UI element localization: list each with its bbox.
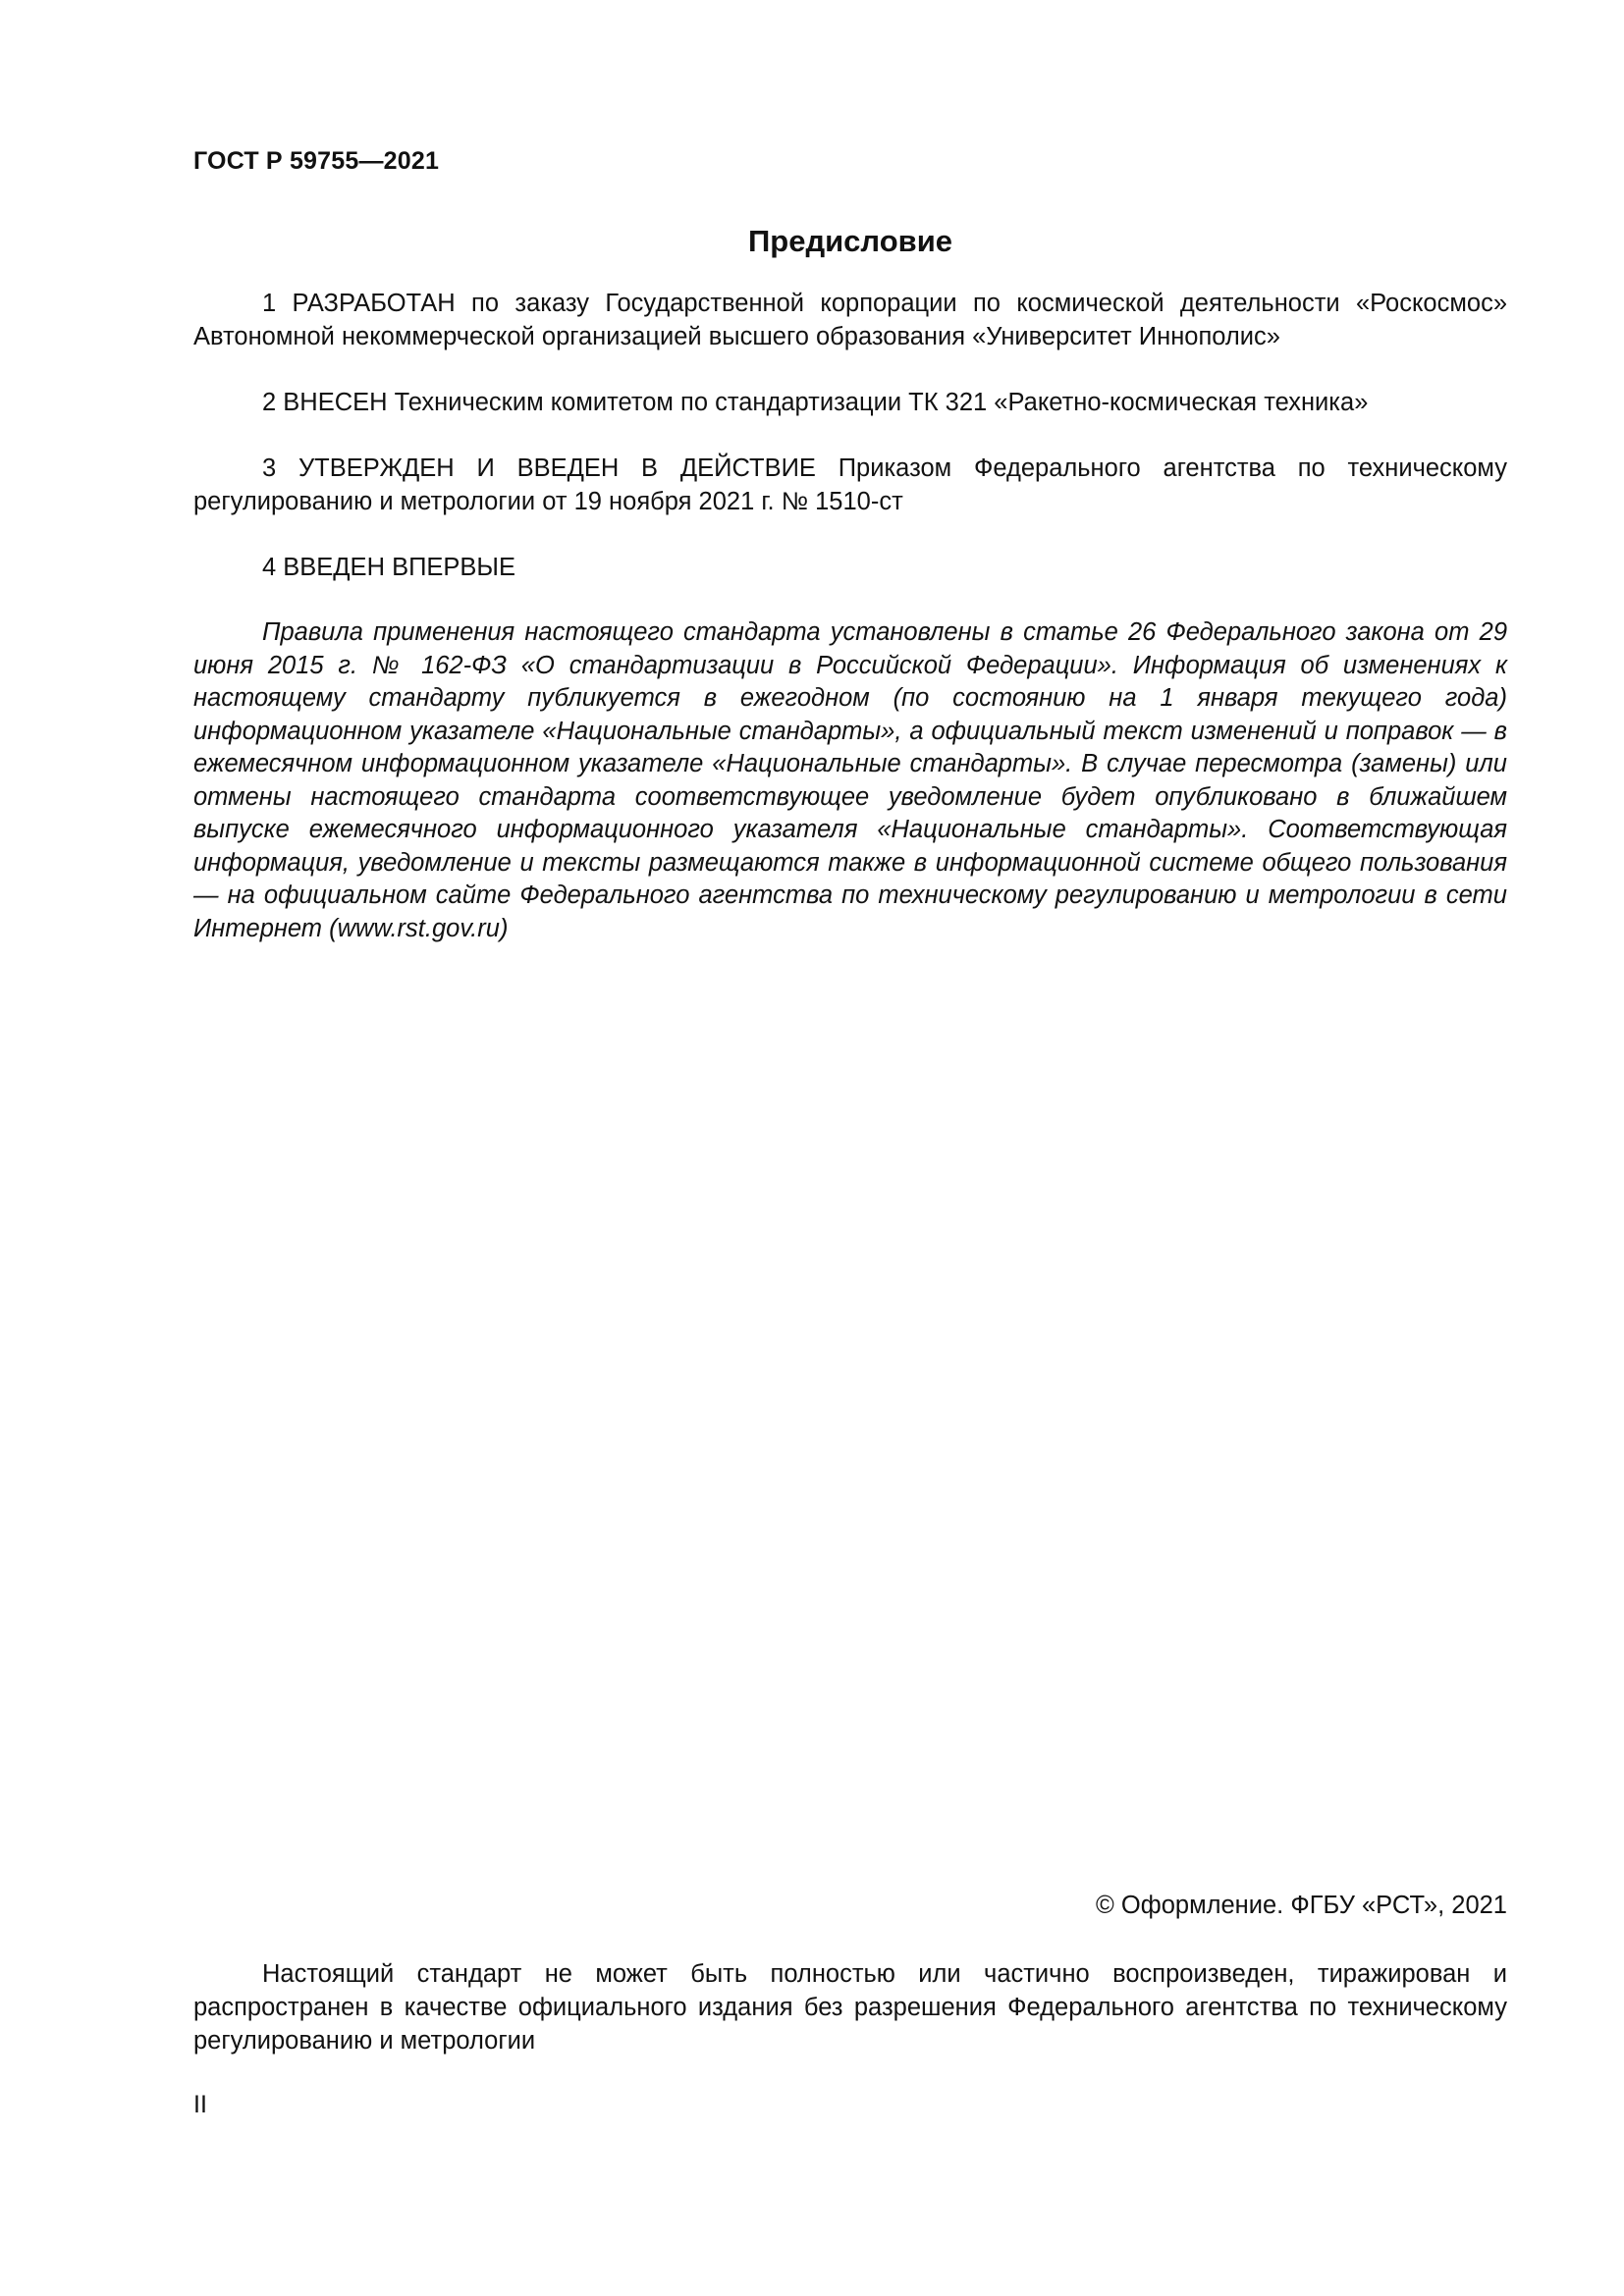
foreword-paragraph-developed: 1 РАЗРАБОТАН по заказу Государственной корпорации по космической деятельности «Роскосмос» Автономной некоммерческой организацией высшего образования «Университет Иннополис» (193, 290, 1507, 350)
foreword-paragraph-introduced: 4 ВВЕДЕН ВПЕРВЫЕ (262, 554, 516, 581)
foreword-paragraph-approved: 3 УТВЕРЖДЕН И ВВЕДЕН В ДЕЙСТВИЕ Приказом Федерального агентства по техническому регулированию и метрологии от 19 ноября 2021 г. № 1510-ст (193, 454, 1507, 515)
reproduction-notice: Настоящий стандарт не может быть полностью или частично воспроизведен, тиражирован и распространен в качестве официального издания без разрешения Федерального агентства по техническому регулированию и метрологии (193, 1960, 1507, 2055)
foreword-title: Предисловие (747, 224, 952, 258)
document-code: ГОСТ Р 59755—2021 (193, 147, 440, 175)
copyright-line: © Оформление. ФГБУ «РСТ», 2021 (1096, 1892, 1507, 1919)
rules-note-paragraph: Правила применения настоящего стандарта установлены в статье 26 Федерального закона от 29 июня 2015 г. № 162-ФЗ «О стандартизации в Российской Федерации». Информация об изменениях к настоящему стандарту публикуется в ежегодном (по состоянию на 1 января текущего года) информационном указателе «Национальные стандарты», а официальный текст изменений и поправок — в ежемесячном информационном указателе «Национальные стандарты». В случае пересмотра (замены) или отмены настоящего стандарта соответствующее уведомление будет опубликовано в ближайшем выпуске ежемесячного информационного указателя «Национальные стандарты». Соответствующая информация, уведомление и тексты размещаются также в информационной системе общего пользования — на официальном сайте Федерального агентства по техническому регулированию и метрологии в сети Интернет (www.rst.gov.ru) (193, 618, 1507, 942)
page-number: II (193, 2091, 207, 2118)
foreword-paragraph-submitted: 2 ВНЕСЕН Техническим комитетом по стандартизации ТК 321 «Ракетно-космическая техника» (262, 389, 1369, 416)
